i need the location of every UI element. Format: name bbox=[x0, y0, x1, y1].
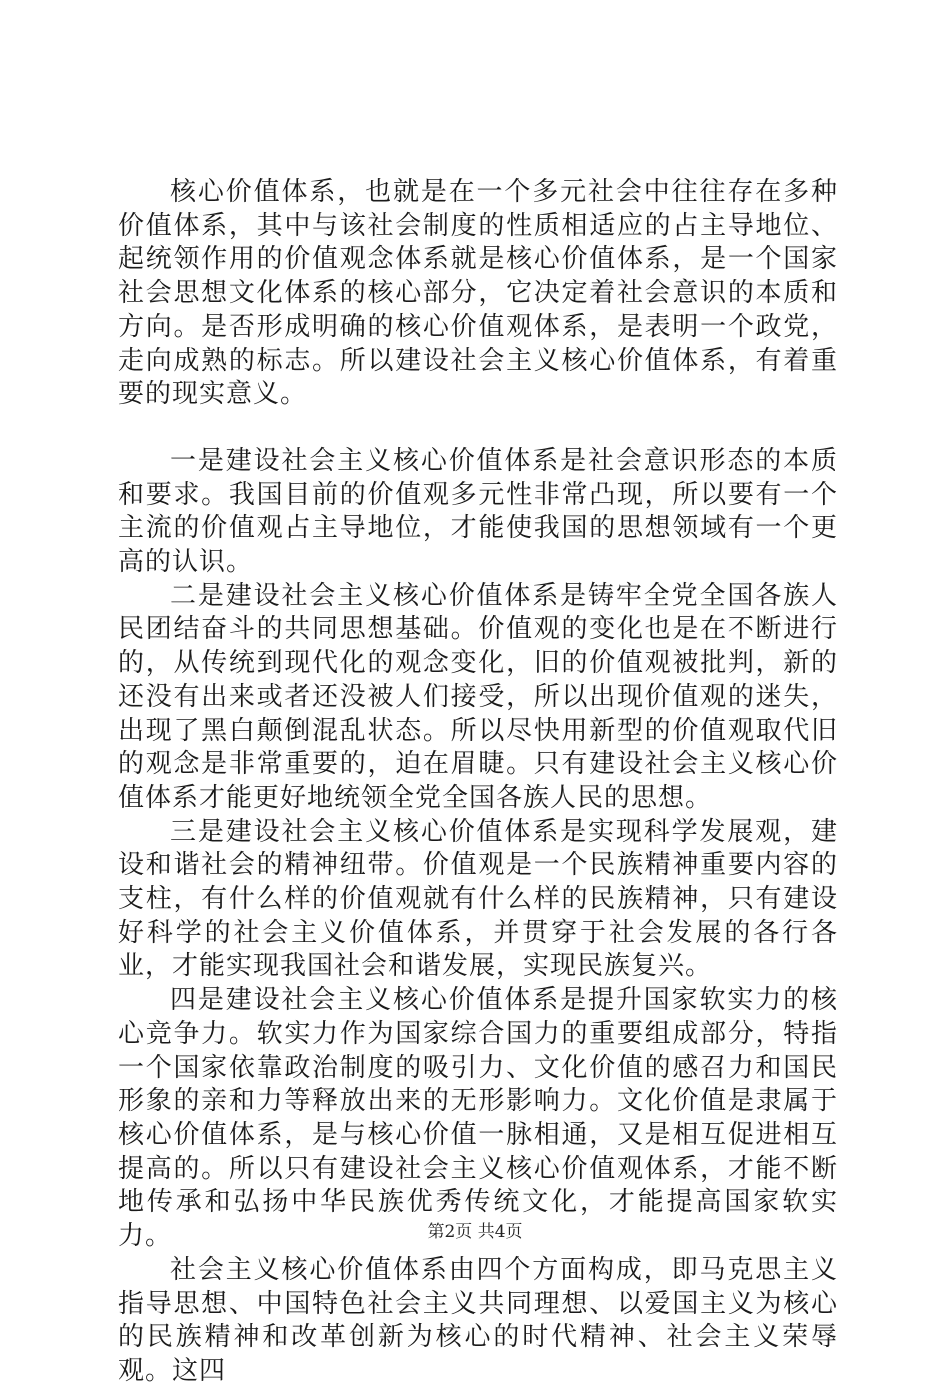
paragraph-intro: 核心价值体系，也就是在一个多元社会中往往存在多种价值体系，其中与该社会制度的性质相适应的占主导地位、起统领作用的价值观念体系就是核心价值体系，是一个国家社会思想文化体系的核心部分，它决定着社会意识的本质和方向。是否形成明确的核心价值观体系，是表明一个政党，走向成熟的标志。所以建设社会主义核心价值体系，有着重要的现实意义。 bbox=[118, 177, 838, 410]
page-number: 第2页 共4页 bbox=[427, 1222, 523, 1242]
paragraph-point-three: 三是建设社会主义核心价值体系是实现科学发展观，建设和谐社会的精神纽带。价值观是一个民族精神重要内容的支柱，有什么样的价值观就有什么样的民族精神，只有建设好科学的社会主义价值体系，并贯穿于社会发展的各行各业，才能实现我国社会和谐发展，实现民族复兴。 bbox=[118, 816, 838, 982]
paragraph-point-one: 一是建设社会主义核心价值体系是社会意识形态的本质和要求。我国目前的价值观多元性非常凸现，所以要有一个主流的价值观占主导地位，才能使我国的思想领域有一个更高的认识。 bbox=[118, 445, 838, 578]
document-body bbox=[118, 176, 838, 1389]
page-footer bbox=[0, 1217, 950, 1242]
paragraph-point-four: 四是建设社会主义核心价值体系是提升国家软实力的核心竞争力。软实力作为国家综合国力的重要组成部分，特指一个国家依靠政治制度的吸引力、文化价值的感召力和国民形象的亲和力等释放出来的无形影响力。文化价值是隶属于核心价值体系，是与核心价值一脉相通，又是相互促进相互提高的。所以只有建设社会主义核心价值观体系，才能不断地传承和弘扬中华民族优秀传统文化，才能提高国家软实力。 bbox=[118, 985, 838, 1252]
paragraph-composition: 社会主义核心价值体系由四个方面构成，即马克思主义指导思想、中国特色社会主义共同理想、以爱国主义为核心的民族精神和改革创新为核心的时代精神、社会主义荣辱观。这四 bbox=[118, 1254, 838, 1386]
paragraph-point-two: 二是建设社会主义核心价值体系是铸牢全党全国各族人民团结奋斗的共同思想基础。价值观的变化也是在不断进行的，从传统到现代化的观念变化，旧的价值观被批判，新的还没有出来或者还没被人们接受，所以出现价值观的迷失，出现了黑白颠倒混乱状态。所以尽快用新型的价值观取代旧的观念是非常重要的，迫在眉睫。只有建设社会主义核心价值体系才能更好地统领全党全国各族人民的思想。 bbox=[118, 580, 838, 813]
